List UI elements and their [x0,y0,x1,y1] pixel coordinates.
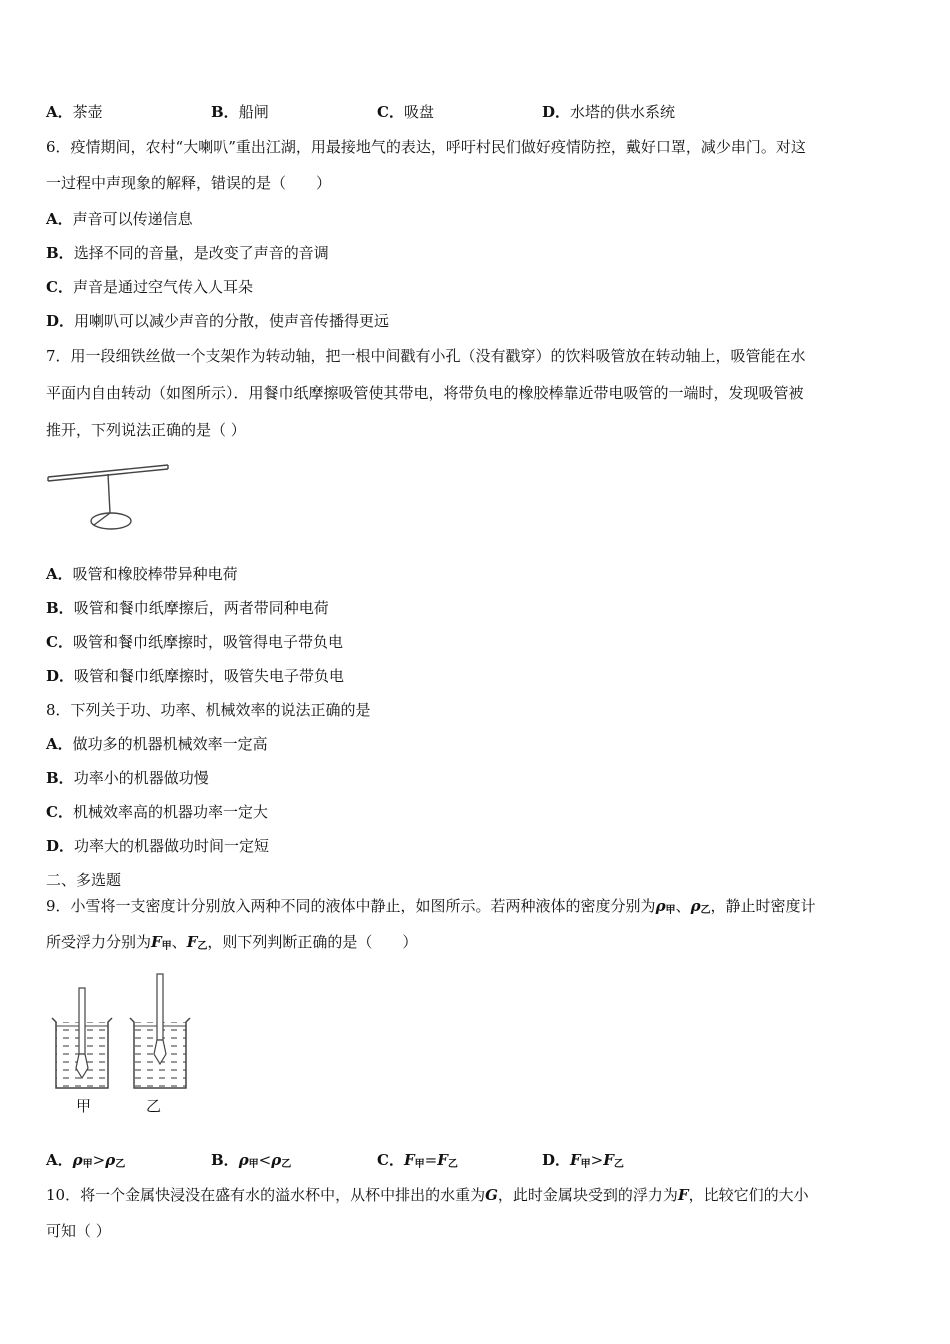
q10-stem-line2: 可知（ ） [46,1222,111,1240]
q9-option-a: A．$\rho_甲>\rho_乙$ [46,1151,126,1170]
pivot-base-ring [91,513,131,529]
pivot-wire [108,474,110,513]
q7-stem-line1: 7．用一段细铁丝做一个支架作为转动轴，把一根中间戳有小孔（没有戳穿）的饮料吸管放在转动轴上，吸管能在水 [46,347,806,365]
q9-option-b: B．$\rho_甲<\rho_乙$ [211,1151,292,1170]
figure-label-jia: 甲 [76,1097,92,1115]
beaker-yi [130,974,190,1088]
straw-on-pivot-figure [44,455,174,535]
section-title-multi-choice: 二、多选题 [46,871,122,889]
q7-option-a: A．吸管和橡胶棒带异种电荷 [46,565,238,583]
q9-stem-line1: 9．小雪将一支密度计分别放入两种不同的液体中静止，如图所示。若两种液体的密度分别为$\rho_甲$、$\rho_乙$，静止时密度计 [46,897,816,916]
q7-stem-line3: 推开，下列说法正确的是（ ） [46,421,246,439]
q8-stem: 8．下列关于功、功率、机械效率的说法正确的是 [46,701,371,719]
q8-option-b: B．功率小的机器做功慢 [46,769,209,787]
q9-option-c: C．$F_甲=F_乙$ [377,1151,458,1170]
hydrometer-beakers-figure [50,970,200,1095]
q7-option-c: C．吸管和餐巾纸摩擦时，吸管得电子带负电 [46,633,343,651]
q5-option-d: D．水塔的供水系统 [542,103,676,121]
q5-option-c: C．吸盘 [377,103,434,121]
q5-option-b: B．船闸 [211,103,269,121]
beaker-jia [52,988,112,1088]
q7-option-b: B．吸管和餐巾纸摩擦后，两者带同种电荷 [46,599,329,617]
q6-option-c: C．声音是通过空气传入人耳朵 [46,278,253,296]
q8-option-c: C．机械效率高的机器功率一定大 [46,803,268,821]
q7-stem-line2: 平面内自由转动（如图所示）．用餐巾纸摩擦吸管使其带电，将带负电的橡胶棒靠近带电吸管的一端时，发现吸管被 [46,384,804,402]
q8-option-a: A．做功多的机器机械效率一定高 [46,735,268,753]
q5-option-a: A．茶壶 [46,103,103,121]
q6-option-d: D．用喇叭可以减少声音的分散，使声音传播得更远 [46,312,390,330]
q9-option-d: D．$F_甲>F_乙$ [542,1151,624,1170]
q8-option-d: D．功率大的机器做功时间一定短 [46,837,270,855]
q6-stem-line1: 6．疫情期间，农村“大喇叭”重出江湖，用最接地气的表达，呼吁村民们做好疫情防控，戴好口罩，减少串门。对这 [46,138,806,156]
figure-label-yi: 乙 [146,1097,162,1115]
q7-option-d: D．吸管和餐巾纸摩擦时，吸管失电子带负电 [46,667,345,685]
q6-stem-line2: 一过程中声现象的解释，错误的是（ ） [46,174,332,192]
q10-stem-line1: 10．将一个金属快浸没在盛有水的溢水杯中，从杯中排出的水重为G，此时金属块受到的浮力为F，比较它们的大小 [46,1186,809,1204]
q6-option-b: B．选择不同的音量，是改变了声音的音调 [46,244,329,262]
q9-stem-line2: 所受浮力分别为$F_甲$、$F_乙$，则下列判断正确的是（ ） [46,933,418,952]
q6-option-a: A．声音可以传递信息 [46,210,193,228]
